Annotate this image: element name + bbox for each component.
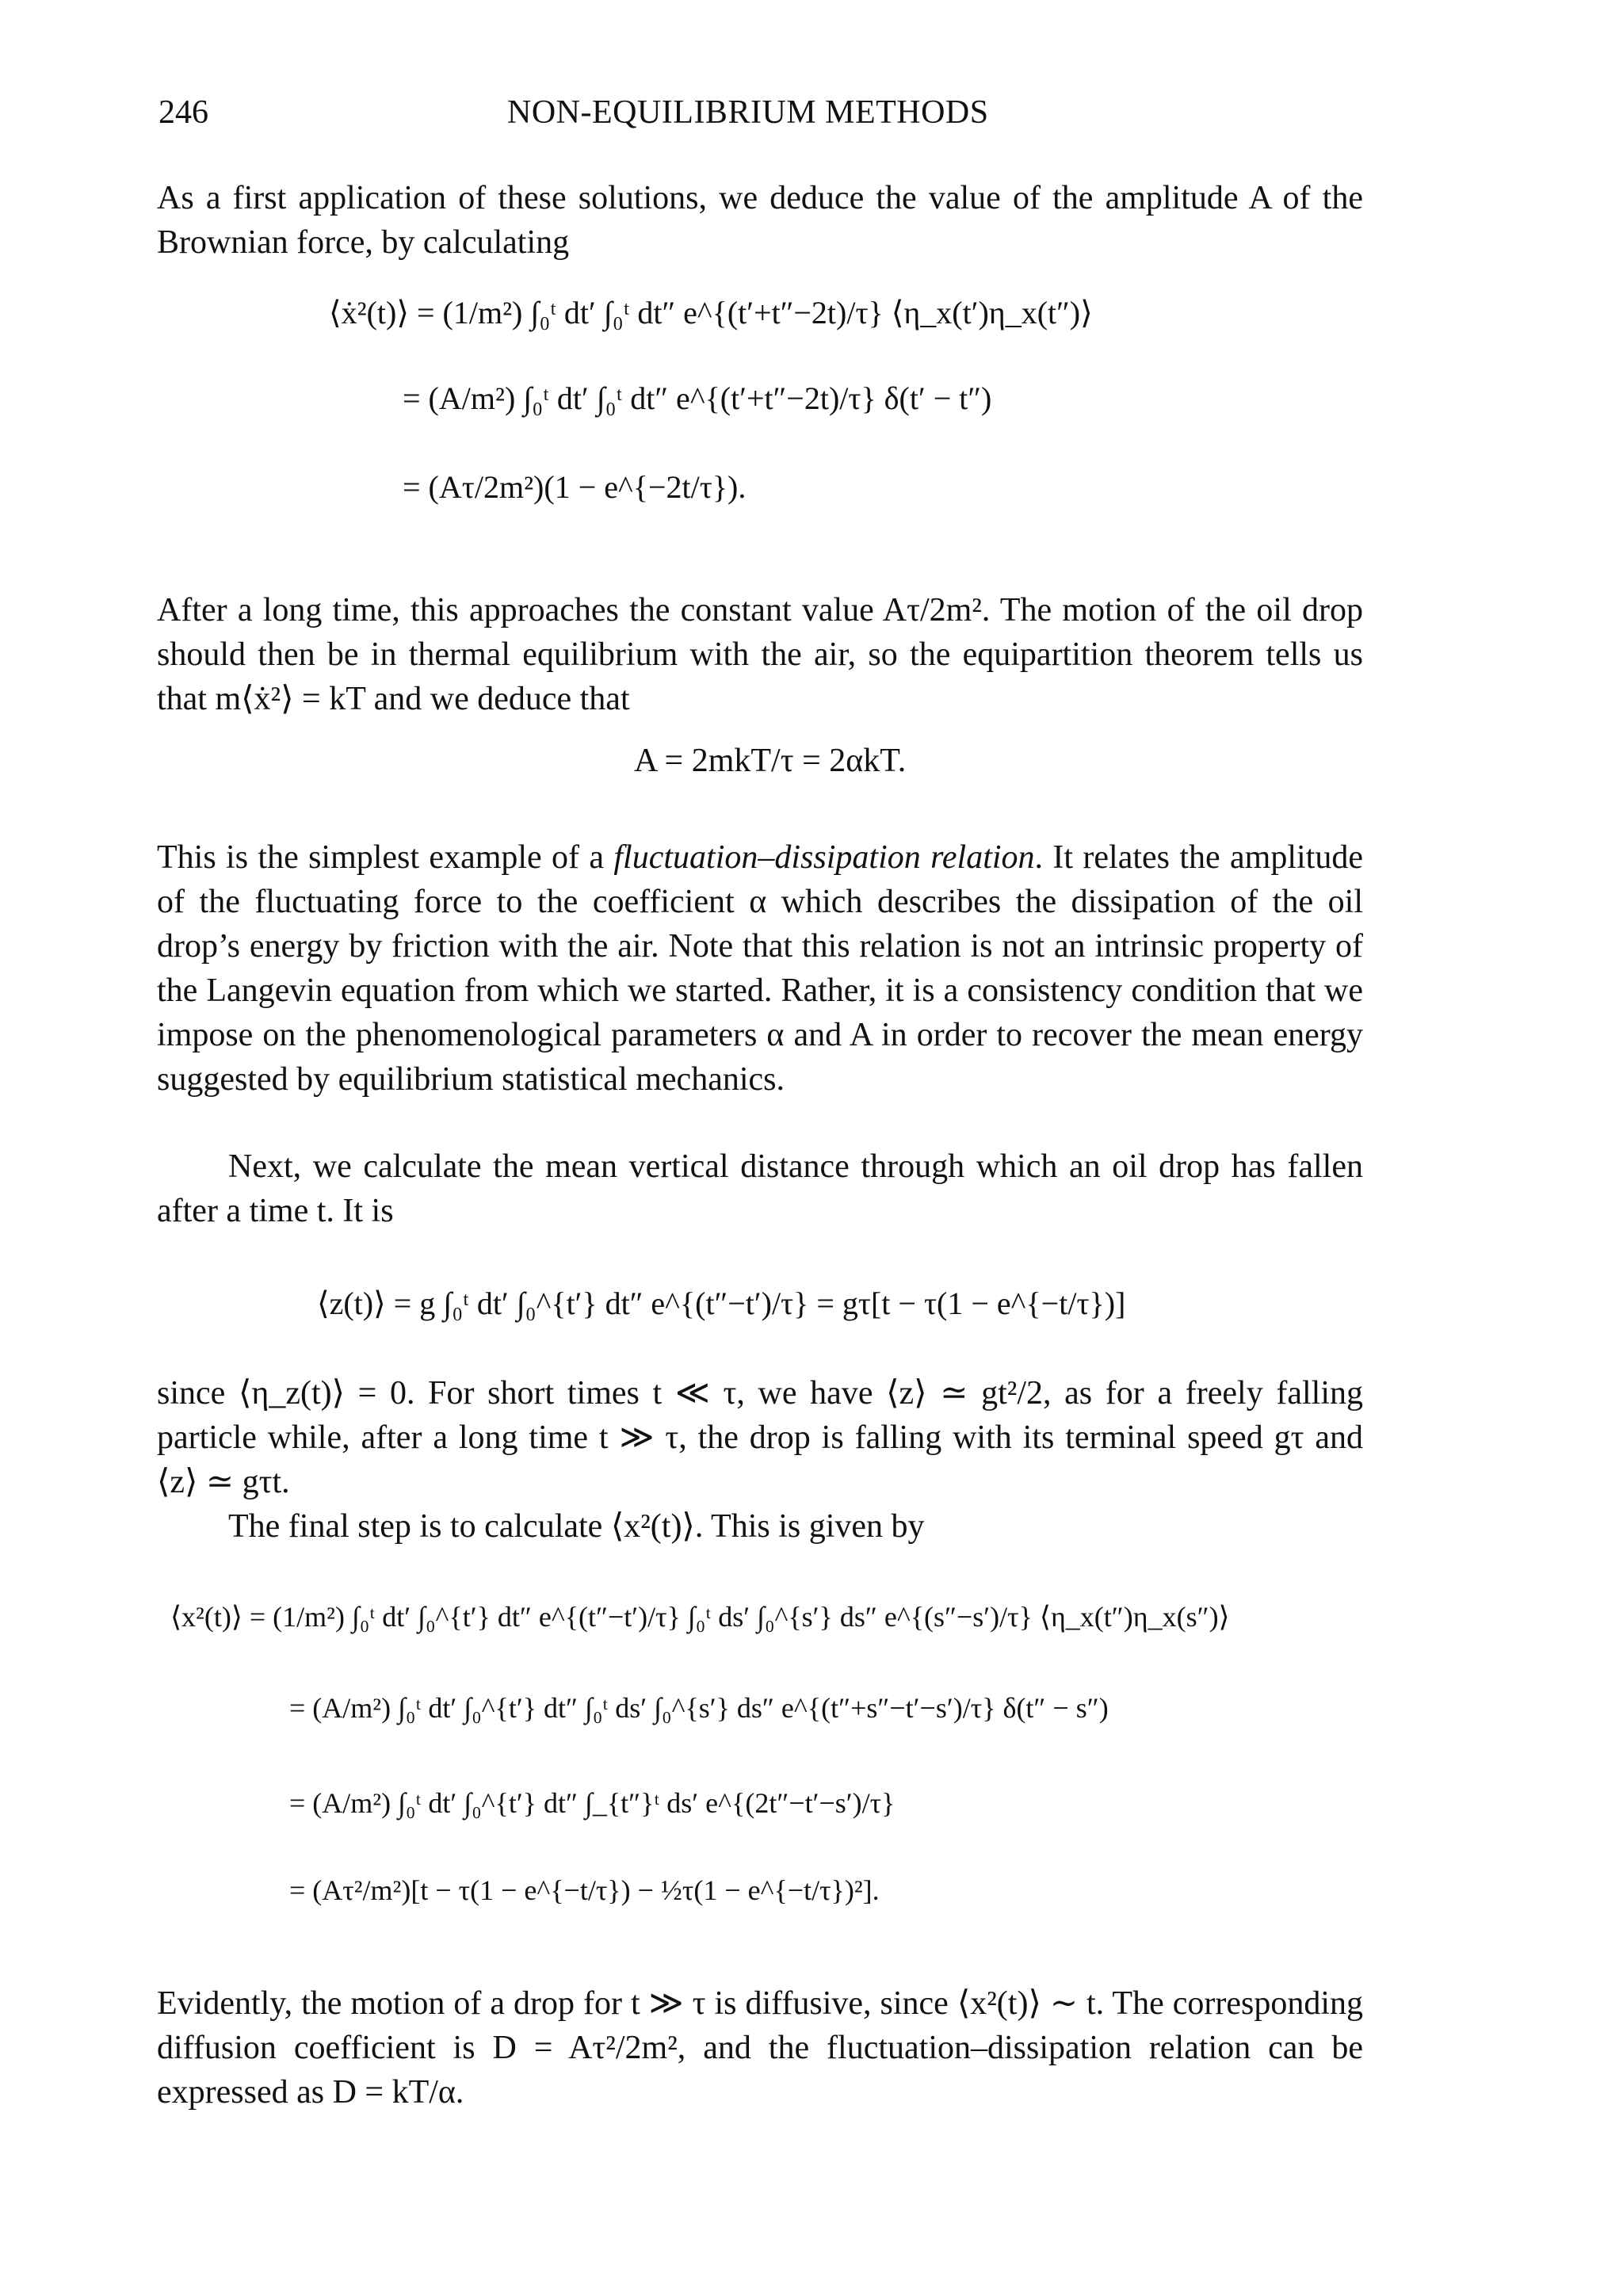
equation-velocity-variance-3: = (Aτ/2m²)(1 − e^{−2t/τ}). — [403, 469, 747, 505]
equation-amplitude: A = 2mkT/τ = 2αkT. — [634, 743, 907, 779]
equation-position-variance-4: = (Aτ²/m²)[t − τ(1 − e^{−t/τ}) − ½τ(1 − e^{−t/τ})²]. — [289, 1874, 880, 1906]
equation-position-variance-2: = (A/m²) ∫₀ᵗ dt′ ∫₀^{t′} dt″ ∫₀ᵗ ds′ ∫₀^{s′} ds″ e^{(t″+s″−t′−s′)/τ} δ(t″ − s″) — [289, 1692, 1109, 1724]
paragraph-vertical-distance: Next, we calculate the mean vertical distance through which an oil drop has fallen after a time t. It is — [157, 1148, 1363, 1229]
paragraph-fluctuation-dissipation: This is the simplest example of a fluctuation–dissipation relation. It relates the amplitude of the fluctuating force to the coefficient α which describes the dissipation of the oil drop’s energy by friction with the air. Note that this relation is not an intrinsic property of the Langevin equation from which we started. Rather, it is a consistency condition that we impose on the phenomenological parameters α and A in order to recover the mean energy suggested by equilibrium statistical mechanics. — [157, 839, 1363, 1098]
page-header — [158, 94, 1363, 141]
page-number: 246 — [158, 94, 208, 131]
paragraph-intro: As a first application of these solutions, we deduce the value of the amplitude A of the Brownian force, by calculating — [157, 180, 1363, 261]
emphasis-term: fluctuation–dissipation relation — [613, 839, 1035, 876]
equation-mean-height: ⟨z(t)⟩ = g ∫₀ᵗ dt′ ∫₀^{t′} dt″ e^{(t″−t′)/τ} = gτ[t − τ(1 − e^{−t/τ})] — [317, 1286, 1126, 1321]
paragraph-short-long-times: since ⟨η_z(t)⟩ = 0. For short times t ≪ τ, we have ⟨z⟩ ≃ gt²/2, as for a freely falling particle while, after a long time t ≫ τ, the drop is falling with its terminal speed gτ and ⟨z⟩ ≃ gτt. — [157, 1375, 1363, 1500]
running-head: NON-EQUILIBRIUM METHODS — [507, 94, 989, 131]
equation-velocity-variance-2: = (A/m²) ∫₀ᵗ dt′ ∫₀ᵗ dt″ e^{(t′+t″−2t)/τ} δ(t′ − t″) — [403, 380, 992, 416]
equation-velocity-variance-1: ⟨ẋ²(t)⟩ = (1/m²) ∫₀ᵗ dt′ ∫₀ᵗ dt″ e^{(t′+t″−2t)/τ} ⟨η_x(t′)η_x(t″)⟩ — [329, 295, 1093, 330]
equation-position-variance-3: = (A/m²) ∫₀ᵗ dt′ ∫₀^{t′} dt″ ∫_{t″}ᵗ ds′ e^{(2t″−t′−s′)/τ} — [289, 1787, 896, 1819]
paragraph-equilibrium: After a long time, this approaches the constant value Aτ/2m². The motion of the oil drop should then be in thermal equilibrium with the air, so the equipartition theorem tells us that m⟨ẋ²⟩ = kT and we deduce that — [157, 592, 1363, 717]
paragraph-final-step: The final step is to calculate ⟨x²(t)⟩. This is given by — [228, 1508, 925, 1545]
equation-position-variance-1: ⟨x²(t)⟩ = (1/m²) ∫₀ᵗ dt′ ∫₀^{t′} dt″ e^{(t″−t′)/τ} ∫₀ᵗ ds′ ∫₀^{s′} ds″ e^{(s″−s′)/τ} ⟨η_x(t″)η_x(s″)⟩ — [170, 1601, 1230, 1633]
paragraph-diffusion: Evidently, the motion of a drop for t ≫ τ is diffusive, since ⟨x²(t)⟩ ∼ t. The corresponding diffusion coefficient is D = Aτ²/2m², and the fluctuation–dissipation relation can be expressed as D = kT/α. — [157, 1985, 1363, 2111]
